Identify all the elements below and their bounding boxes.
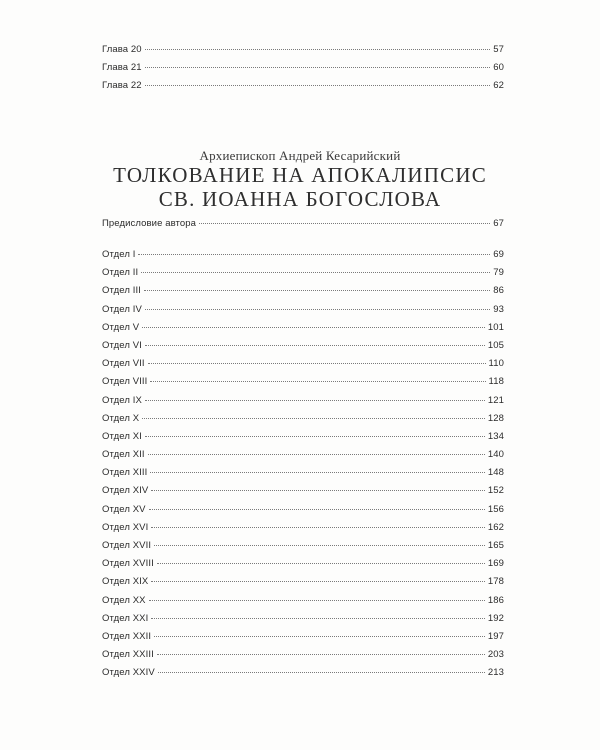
- entry-page: 86: [493, 285, 504, 297]
- toc-entry[interactable]: [102, 523, 504, 541]
- entry-page: 118: [488, 376, 504, 388]
- dot-leader: [145, 309, 490, 310]
- dot-leader: [154, 636, 485, 637]
- entry-page: 156: [487, 503, 504, 515]
- entry-label: Отдел XIII: [102, 467, 148, 479]
- entry-label: Отдел VIII: [102, 376, 148, 388]
- entry-label: Отдел VI: [102, 339, 142, 351]
- toc-entry[interactable]: [102, 486, 504, 504]
- entry-label: Отдел VII: [102, 358, 145, 370]
- entry-label: Отдел XVIII: [102, 558, 154, 570]
- toc-entry[interactable]: [102, 323, 504, 341]
- toc-entry[interactable]: [102, 632, 504, 650]
- toc-entry[interactable]: [102, 81, 504, 99]
- dot-leader: [145, 49, 491, 50]
- toc-entry[interactable]: [102, 396, 504, 414]
- entry-label: Отдел IV: [102, 303, 142, 315]
- toc-entry[interactable]: [102, 414, 504, 432]
- dot-leader: [145, 436, 485, 437]
- dot-leader: [158, 672, 485, 673]
- dot-leader: [151, 581, 485, 582]
- dot-leader: [150, 472, 484, 473]
- dot-leader: [199, 223, 490, 224]
- book-title: [0, 163, 600, 211]
- dot-leader: [145, 400, 485, 401]
- toc-entry[interactable]: [102, 63, 504, 81]
- entry-page: 140: [487, 449, 504, 461]
- entry-page: 69: [493, 249, 504, 260]
- entry-label: Предисловие автора: [102, 218, 197, 229]
- entry-label: Отдел IX: [102, 394, 142, 406]
- entry-page: 186: [487, 594, 504, 606]
- entry-page: 148: [487, 467, 504, 479]
- entry-page: 93: [493, 303, 504, 315]
- entry-label: Отдел XXI: [102, 612, 149, 624]
- entry-page: 128: [487, 412, 504, 424]
- toc-entry[interactable]: [102, 268, 504, 286]
- title-line-1: ТОЛКОВАНИЕ НА АПОКАЛИПСИС: [113, 163, 487, 187]
- entry-page: 101: [487, 321, 504, 333]
- entry-page: 67: [493, 218, 504, 229]
- entry-page: 57: [493, 44, 504, 55]
- toc-entry[interactable]: [102, 577, 504, 595]
- entry-page: 203: [487, 649, 504, 661]
- entry-page: 152: [487, 485, 504, 497]
- entry-label: Отдел XVI: [102, 521, 149, 533]
- entry-label: Отдел XIX: [102, 576, 149, 588]
- entry-page: 110: [488, 358, 504, 370]
- entry-page: 192: [487, 612, 504, 624]
- toc-entry[interactable]: [102, 650, 504, 668]
- toc-entry[interactable]: [102, 614, 504, 632]
- entry-label: Отдел XV: [102, 503, 146, 515]
- entry-label: Отдел III: [102, 285, 141, 297]
- dot-leader: [145, 67, 491, 68]
- toc-entry[interactable]: [102, 286, 504, 304]
- author-name: Архиепископ Андрей Кесарийский: [199, 148, 401, 163]
- entry-page: 213: [487, 667, 504, 679]
- toc-entry[interactable]: [102, 450, 504, 468]
- toc-entry[interactable]: [102, 377, 504, 395]
- dot-leader: [138, 254, 490, 255]
- title-line-2: СВ. ИОАННА БОГОСЛОВА: [158, 187, 442, 211]
- chapter-list: [102, 45, 504, 100]
- dot-leader: [148, 363, 486, 364]
- dot-leader: [157, 654, 485, 655]
- toc-entry[interactable]: [102, 305, 504, 323]
- dot-leader: [151, 490, 485, 491]
- entry-page: 178: [487, 576, 504, 588]
- section-list: [102, 250, 504, 687]
- entry-page: 169: [487, 558, 504, 570]
- dot-leader: [151, 618, 485, 619]
- toc-entry-preface[interactable]: [102, 219, 504, 237]
- toc-entry[interactable]: [102, 468, 504, 486]
- toc-entry[interactable]: [102, 668, 504, 686]
- entry-page: 105: [487, 339, 504, 351]
- entry-page: 197: [487, 630, 504, 642]
- dot-leader: [142, 418, 485, 419]
- entry-page: 62: [493, 80, 504, 92]
- dot-leader: [154, 545, 485, 546]
- entry-page: 165: [487, 540, 504, 551]
- dot-leader: [144, 290, 490, 291]
- entry-label: Отдел II: [102, 267, 139, 279]
- dot-leader: [145, 345, 485, 346]
- toc-entry[interactable]: [102, 559, 504, 577]
- entry-label: Глава 22: [102, 80, 142, 92]
- entry-label: Отдел XI: [102, 430, 142, 442]
- entry-label: Глава 20: [102, 44, 142, 55]
- entry-label: Глава 21: [102, 62, 142, 74]
- dot-leader: [145, 85, 491, 86]
- entry-label: Отдел XVII: [102, 540, 152, 551]
- entry-label: Отдел I: [102, 249, 136, 260]
- entry-page: 60: [493, 62, 504, 74]
- entry-label: Отдел XIV: [102, 485, 149, 497]
- entry-label: Отдел XXIII: [102, 649, 154, 661]
- entry-label: Отдел X: [102, 412, 140, 424]
- entry-label: Отдел XXIV: [102, 667, 155, 679]
- dot-leader: [148, 454, 485, 455]
- toc-entry[interactable]: [102, 341, 504, 359]
- dot-leader: [151, 527, 485, 528]
- dot-leader: [142, 327, 485, 328]
- entry-label: Отдел V: [102, 321, 140, 333]
- entry-page: 134: [487, 430, 504, 442]
- toc-entry[interactable]: [102, 541, 504, 559]
- dot-leader: [141, 272, 490, 273]
- toc-entry[interactable]: [102, 250, 504, 268]
- toc-entry[interactable]: [102, 505, 504, 523]
- preface-entry-block: [102, 219, 504, 237]
- entry-label: Отдел XX: [102, 594, 146, 606]
- entry-label: Отдел XXII: [102, 630, 152, 642]
- entry-page: 121: [487, 394, 504, 406]
- toc-entry[interactable]: [102, 432, 504, 450]
- entry-label: Отдел XII: [102, 449, 145, 461]
- dot-leader: [157, 563, 485, 564]
- dot-leader: [150, 381, 485, 382]
- dot-leader: [149, 600, 485, 601]
- entry-page: 162: [487, 521, 504, 533]
- entry-page: 79: [493, 267, 504, 279]
- toc-entry[interactable]: [102, 596, 504, 614]
- toc-entry[interactable]: [102, 359, 504, 377]
- toc-entry[interactable]: [102, 45, 504, 63]
- dot-leader: [149, 509, 485, 510]
